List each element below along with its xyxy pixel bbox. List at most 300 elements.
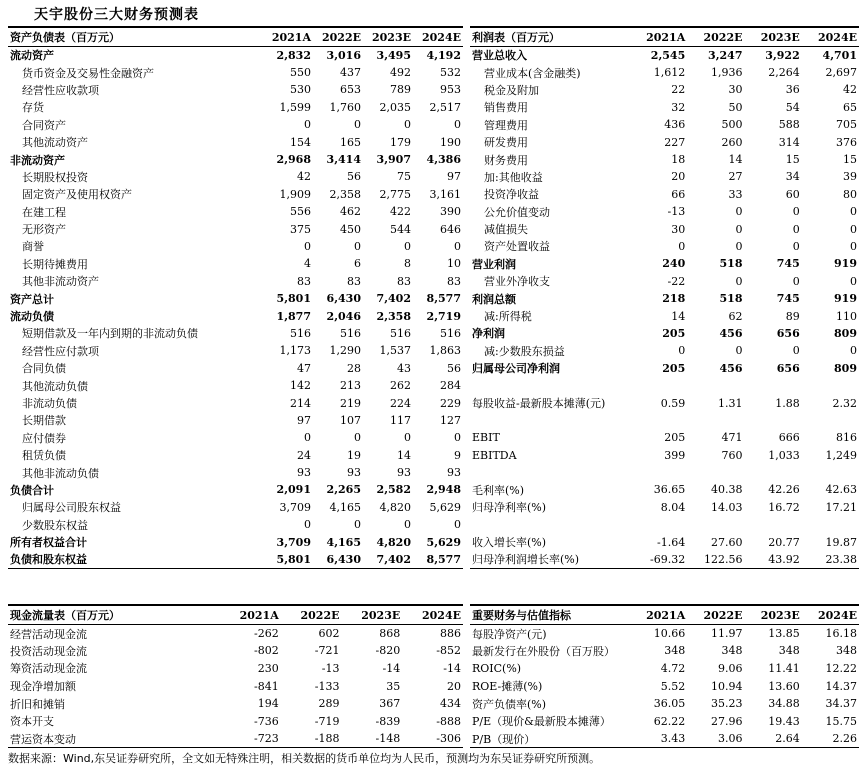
row-label: 财务费用 bbox=[484, 153, 528, 167]
table-row bbox=[470, 168, 859, 185]
cell-value: -721 bbox=[314, 644, 340, 658]
cell-value: 14.37 bbox=[825, 679, 857, 693]
cell-value: 50 bbox=[728, 100, 743, 114]
table-row bbox=[8, 412, 463, 429]
cell-value: 43 bbox=[397, 361, 411, 375]
cell-value: 40.38 bbox=[711, 483, 743, 497]
cell-value: 107 bbox=[340, 413, 361, 427]
table-row bbox=[8, 307, 463, 324]
table-row bbox=[8, 220, 463, 237]
cell-value bbox=[802, 464, 859, 481]
cell-value: 3,709 bbox=[279, 500, 311, 514]
cell-value: 532 bbox=[440, 66, 461, 80]
row-label: 其他非流动负债 bbox=[22, 466, 99, 480]
cell-value: 2,775 bbox=[379, 187, 411, 201]
cell-value: 8.04 bbox=[660, 500, 686, 514]
cell-value: 2.26 bbox=[832, 732, 857, 746]
cell-value: 179 bbox=[390, 135, 411, 149]
cell-value: 5,629 bbox=[429, 500, 461, 514]
cell-value: 8,577 bbox=[426, 552, 461, 566]
cell-value: 230 bbox=[257, 661, 279, 675]
cell-value: 0 bbox=[735, 205, 743, 219]
row-label: 长期待摊费用 bbox=[22, 257, 88, 271]
cell-value: 36.05 bbox=[653, 697, 686, 711]
cell-value bbox=[745, 516, 802, 533]
cell-value: 816 bbox=[836, 431, 857, 445]
table-row bbox=[470, 516, 859, 533]
cell-value: 47 bbox=[297, 361, 311, 375]
cell-value: 9 bbox=[454, 448, 461, 462]
cell-value: 0 bbox=[404, 239, 411, 253]
cell-value: 348 bbox=[664, 644, 686, 658]
cell-value: 36 bbox=[785, 83, 800, 97]
cell-value: 205 bbox=[664, 431, 686, 445]
table-row bbox=[470, 677, 859, 695]
cell-value: 43.92 bbox=[768, 552, 800, 566]
cell-value: 2,948 bbox=[426, 483, 461, 497]
cell-value: 0 bbox=[792, 239, 800, 253]
table-row bbox=[8, 695, 463, 713]
cell-value: 54 bbox=[785, 100, 800, 114]
cell-value: 2,358 bbox=[329, 187, 361, 201]
row-label: 商誉 bbox=[22, 240, 44, 254]
cell-value: 110 bbox=[836, 309, 857, 323]
cell-value: 194 bbox=[257, 697, 279, 711]
cell-value: 3,414 bbox=[326, 153, 361, 167]
cell-value: 4,701 bbox=[822, 48, 857, 62]
table-header-row bbox=[470, 605, 859, 625]
table-row bbox=[470, 533, 859, 550]
cell-value: 14 bbox=[397, 448, 411, 462]
cell-value: -852 bbox=[436, 644, 461, 658]
cell-value: 35 bbox=[386, 679, 401, 693]
table-row bbox=[8, 625, 463, 643]
table-header-row bbox=[470, 27, 859, 47]
cell-value: 0 bbox=[850, 344, 857, 358]
row-label: EBITDA bbox=[472, 448, 517, 462]
row-label: 减:少数股东损益 bbox=[484, 344, 565, 358]
table-row bbox=[470, 446, 859, 463]
cell-value: 62.22 bbox=[653, 714, 686, 728]
table-row bbox=[8, 533, 463, 550]
cell-value: -13 bbox=[321, 661, 340, 675]
cell-value: 219 bbox=[340, 396, 361, 410]
cell-value bbox=[745, 377, 802, 394]
table-row bbox=[8, 551, 463, 568]
cell-value: 7,402 bbox=[376, 292, 411, 306]
row-label: 减值损失 bbox=[484, 223, 528, 237]
row-label: ROE-摊薄(%) bbox=[472, 680, 543, 694]
cell-value: 27.96 bbox=[711, 714, 743, 728]
cell-value: 516 bbox=[340, 326, 361, 340]
cell-value: 20.77 bbox=[768, 535, 800, 549]
cell-value: 0 bbox=[454, 518, 461, 532]
cell-value: 0 bbox=[735, 344, 743, 358]
table-row bbox=[470, 499, 859, 516]
cell-value: -888 bbox=[436, 714, 461, 728]
cell-value: 18 bbox=[671, 153, 686, 167]
cell-value: 1,033 bbox=[768, 448, 800, 462]
table-row bbox=[8, 642, 463, 660]
cell-value: 0 bbox=[354, 239, 361, 253]
cell-value: 1,936 bbox=[711, 66, 743, 80]
cell-value: 1,249 bbox=[825, 448, 857, 462]
cell-value: 2,832 bbox=[276, 48, 311, 62]
table-row bbox=[470, 730, 859, 748]
row-label: 净利润 bbox=[472, 327, 505, 341]
year-header: 2023E bbox=[361, 608, 401, 622]
cell-value: 2,719 bbox=[426, 309, 461, 323]
cell-value: 5,629 bbox=[426, 535, 461, 549]
table-row bbox=[470, 64, 859, 81]
cell-value: 0 bbox=[792, 222, 800, 236]
row-label: 归母净利率(%) bbox=[472, 501, 547, 515]
cell-value: 1.88 bbox=[775, 396, 800, 410]
cell-value: 0 bbox=[354, 518, 361, 532]
cell-value: 886 bbox=[440, 627, 461, 641]
cell-value: 262 bbox=[390, 379, 411, 393]
year-header: 2023E bbox=[760, 30, 800, 44]
cell-value: 97 bbox=[447, 170, 461, 184]
cell-value: 666 bbox=[778, 431, 800, 445]
cell-value: 0 bbox=[454, 118, 461, 132]
cell-value: 4,165 bbox=[329, 500, 361, 514]
cell-value: -262 bbox=[254, 627, 279, 641]
cell-value: 390 bbox=[440, 205, 461, 219]
cell-value: 656 bbox=[776, 361, 800, 375]
cell-value: 34 bbox=[785, 170, 800, 184]
cell-value bbox=[687, 516, 744, 533]
key-metrics-table bbox=[470, 604, 859, 748]
cell-value: 205 bbox=[662, 361, 686, 375]
cell-value: 2,358 bbox=[376, 309, 411, 323]
cell-value: -69.32 bbox=[650, 552, 686, 566]
cell-value: 919 bbox=[834, 292, 857, 306]
cell-value: 19.87 bbox=[825, 535, 857, 549]
year-header: 2021A bbox=[239, 608, 279, 622]
cell-value: 83 bbox=[397, 274, 411, 288]
cell-value: 1.31 bbox=[718, 396, 743, 410]
cell-value: 65 bbox=[843, 100, 857, 114]
cell-value: 154 bbox=[290, 135, 311, 149]
cell-value: 13.60 bbox=[768, 679, 800, 693]
table-row bbox=[470, 642, 859, 660]
cell-value: 75 bbox=[397, 170, 411, 184]
row-label: 非流动资产 bbox=[10, 153, 65, 167]
row-label: 无形资产 bbox=[22, 223, 66, 237]
table-row bbox=[8, 677, 463, 695]
row-label: 长期股权投资 bbox=[22, 170, 88, 184]
cell-value: 165 bbox=[340, 135, 361, 149]
cell-value: 27.60 bbox=[711, 535, 743, 549]
row-label: 折旧和摊销 bbox=[10, 697, 65, 711]
row-label: 长期借款 bbox=[22, 414, 66, 428]
cell-value: -820 bbox=[375, 644, 401, 658]
cell-value: 919 bbox=[834, 257, 857, 271]
row-label: 流动资产 bbox=[10, 49, 54, 63]
row-label: 负债和股东权益 bbox=[10, 553, 87, 567]
cell-value: 0 bbox=[850, 205, 857, 219]
cell-value: 0 bbox=[850, 239, 857, 253]
cell-value bbox=[802, 377, 859, 394]
cell-value: 34.37 bbox=[825, 697, 857, 711]
table-title: 现金流量表（百万元） bbox=[10, 609, 120, 622]
row-label: 减:所得税 bbox=[484, 310, 532, 324]
table-row bbox=[8, 360, 463, 377]
table-row bbox=[470, 290, 859, 307]
table-row bbox=[8, 47, 463, 64]
cell-value: 42.63 bbox=[825, 483, 857, 497]
cell-value: -736 bbox=[254, 714, 279, 728]
cell-value: 492 bbox=[390, 66, 411, 80]
cell-value: 2,035 bbox=[379, 100, 411, 114]
year-header: 2024E bbox=[818, 30, 857, 44]
cell-value: 11.41 bbox=[768, 661, 800, 675]
row-label: 少数股东权益 bbox=[22, 518, 88, 532]
cell-value: 34.88 bbox=[768, 697, 800, 711]
cell-value: -723 bbox=[254, 732, 279, 746]
cell-value: 0 bbox=[792, 205, 800, 219]
cell-value: 30 bbox=[671, 222, 686, 236]
cell-value: 375 bbox=[290, 222, 311, 236]
cell-value: 12.22 bbox=[825, 661, 857, 675]
cell-value: 3,247 bbox=[708, 48, 743, 62]
cell-value: 0 bbox=[735, 274, 743, 288]
cell-value: 1,863 bbox=[429, 344, 461, 358]
cell-value: 2.32 bbox=[832, 396, 857, 410]
row-label: P/B（现价） bbox=[472, 732, 536, 746]
cell-value: 462 bbox=[340, 205, 361, 219]
table-row bbox=[8, 186, 463, 203]
table-row bbox=[470, 712, 859, 730]
row-label: 研发费用 bbox=[484, 136, 528, 150]
cell-value: 205 bbox=[662, 326, 686, 340]
cell-value: 1,760 bbox=[329, 100, 361, 114]
row-label: 存货 bbox=[22, 101, 44, 115]
cell-value bbox=[630, 464, 687, 481]
cell-value: 3.43 bbox=[660, 732, 686, 746]
cell-value: -148 bbox=[375, 732, 401, 746]
year-header: 2022E bbox=[322, 30, 361, 44]
cell-value: 653 bbox=[340, 83, 361, 97]
cell-value: 260 bbox=[721, 135, 743, 149]
table-row bbox=[470, 133, 859, 150]
cell-value: 240 bbox=[662, 257, 686, 271]
table-header-row bbox=[8, 605, 463, 625]
row-label: EBIT bbox=[472, 431, 500, 445]
cell-value: 2,697 bbox=[825, 66, 857, 80]
table-row bbox=[8, 273, 463, 290]
table-row bbox=[8, 464, 463, 481]
cell-value: 1,290 bbox=[329, 344, 361, 358]
cell-value bbox=[745, 464, 802, 481]
cell-value: 15 bbox=[843, 153, 857, 167]
cell-value: 2,265 bbox=[326, 483, 361, 497]
cell-value: 10 bbox=[447, 257, 461, 271]
cell-value: 142 bbox=[290, 379, 311, 393]
cell-value: 500 bbox=[721, 118, 743, 132]
year-header: 2024E bbox=[422, 608, 461, 622]
cell-value: 0 bbox=[354, 431, 361, 445]
cell-value: 4 bbox=[304, 257, 311, 271]
cell-value: 456 bbox=[719, 361, 743, 375]
cell-value: 10.66 bbox=[653, 627, 686, 641]
table-row bbox=[470, 481, 859, 498]
table-row bbox=[8, 81, 463, 98]
source-footnote: 数据来源：Wind,东吴证券研究所，全文如无特殊注明，相关数据的货币单位均为人民币，预测均为东吴证券研究所预测。 bbox=[8, 752, 601, 765]
cell-value: 27 bbox=[728, 170, 743, 184]
year-header: 2021A bbox=[271, 30, 311, 44]
cell-value: 6,430 bbox=[326, 552, 361, 566]
cell-value: 83 bbox=[347, 274, 361, 288]
row-label: 投资活动现金流 bbox=[10, 644, 87, 658]
cell-value: 705 bbox=[836, 118, 857, 132]
table-row bbox=[470, 625, 859, 643]
table-row bbox=[8, 290, 463, 307]
table-row bbox=[470, 81, 859, 98]
cell-value: 8 bbox=[404, 257, 411, 271]
cell-value: 9.06 bbox=[718, 661, 743, 675]
table-row bbox=[470, 220, 859, 237]
cell-value: 5.52 bbox=[660, 679, 686, 693]
cell-value bbox=[630, 412, 687, 429]
cell-value: 0 bbox=[678, 239, 686, 253]
cell-value: 39 bbox=[843, 170, 857, 184]
row-label: 最新发行在外股份（百万股） bbox=[472, 644, 615, 658]
cell-value: 0 bbox=[850, 222, 857, 236]
cell-value: 28 bbox=[347, 361, 361, 375]
cell-value: 0 bbox=[404, 518, 411, 532]
cell-value: 15 bbox=[785, 153, 800, 167]
table-row bbox=[470, 99, 859, 116]
cell-value: 0 bbox=[304, 118, 311, 132]
cell-value: 23.38 bbox=[825, 552, 857, 566]
row-label: 筹资活动现金流 bbox=[10, 662, 87, 676]
table-row bbox=[470, 412, 859, 429]
cell-value: 518 bbox=[719, 257, 743, 271]
cell-value: 56 bbox=[447, 361, 461, 375]
table-row bbox=[470, 238, 859, 255]
row-label bbox=[470, 412, 630, 429]
table-row bbox=[8, 325, 463, 342]
row-label: 营业利润 bbox=[472, 257, 516, 271]
cell-value: 4,165 bbox=[326, 535, 361, 549]
table-row bbox=[8, 446, 463, 463]
row-label: 租赁负债 bbox=[22, 449, 66, 463]
cell-value: 3,922 bbox=[765, 48, 800, 62]
table-row bbox=[470, 377, 859, 394]
cell-value: -188 bbox=[314, 732, 340, 746]
year-header: 2024E bbox=[422, 30, 461, 44]
cell-value bbox=[687, 464, 744, 481]
cell-value: 30 bbox=[728, 83, 743, 97]
cell-value: 2,582 bbox=[376, 483, 411, 497]
row-label bbox=[470, 377, 630, 394]
cell-value: 3,709 bbox=[276, 535, 311, 549]
cell-value: 745 bbox=[776, 257, 800, 271]
row-label: 流动负债 bbox=[10, 310, 54, 324]
row-label: 收入增长率(%) bbox=[472, 536, 547, 550]
table-row bbox=[470, 429, 859, 446]
table-title: 利润表（百万元） bbox=[472, 31, 560, 44]
cell-value: -306 bbox=[436, 732, 461, 746]
cell-value: 224 bbox=[390, 396, 411, 410]
cell-value: 437 bbox=[340, 66, 361, 80]
cell-value: 56 bbox=[347, 170, 361, 184]
cell-value: -14 bbox=[382, 661, 401, 675]
cell-value: 22 bbox=[671, 83, 686, 97]
cell-value: 4,192 bbox=[426, 48, 461, 62]
table-row bbox=[470, 47, 859, 64]
cash-flow-table bbox=[8, 604, 463, 748]
cell-value: 4,820 bbox=[376, 535, 411, 549]
report-title: 天宇股份三大财务预测表 bbox=[34, 7, 199, 23]
cell-value: 530 bbox=[290, 83, 311, 97]
table-row bbox=[8, 99, 463, 116]
cell-value: -133 bbox=[314, 679, 340, 693]
table-row bbox=[8, 499, 463, 516]
row-label: 非流动负债 bbox=[22, 397, 77, 410]
cell-value bbox=[630, 516, 687, 533]
cell-value: -719 bbox=[314, 714, 340, 728]
year-header: 2024E bbox=[818, 608, 857, 622]
cell-value: 5,801 bbox=[276, 552, 311, 566]
row-label: 每股收益-最新股本摊薄(元) bbox=[472, 397, 606, 410]
row-label: 公允价值变动 bbox=[484, 205, 550, 219]
cell-value: 11.97 bbox=[711, 627, 743, 641]
cell-value: -839 bbox=[375, 714, 401, 728]
table-row bbox=[470, 695, 859, 713]
cell-value: -802 bbox=[254, 644, 279, 658]
cell-value: 348 bbox=[836, 644, 857, 658]
cell-value: 213 bbox=[340, 379, 361, 393]
table-row bbox=[8, 133, 463, 150]
cell-value: 33 bbox=[728, 187, 743, 201]
cell-value: 0 bbox=[735, 239, 743, 253]
table-row bbox=[470, 394, 859, 411]
cell-value: 16.72 bbox=[768, 500, 800, 514]
cell-value: -14 bbox=[443, 661, 461, 675]
cell-value: 450 bbox=[340, 222, 361, 236]
cell-value: 289 bbox=[318, 697, 340, 711]
cell-value: 1,612 bbox=[653, 66, 686, 80]
cell-value: 516 bbox=[390, 326, 411, 340]
cell-value: 2,264 bbox=[768, 66, 800, 80]
table-row bbox=[8, 238, 463, 255]
cell-value: 1,173 bbox=[279, 344, 311, 358]
row-label: 应付债券 bbox=[22, 431, 66, 445]
cell-value: 789 bbox=[390, 83, 411, 97]
cell-value: 3,907 bbox=[376, 153, 411, 167]
table-row bbox=[8, 429, 463, 446]
row-label: 其他流动负债 bbox=[22, 379, 88, 393]
cell-value: 93 bbox=[397, 466, 411, 480]
cell-value: 42 bbox=[297, 170, 311, 184]
cell-value: -841 bbox=[254, 679, 279, 693]
row-label: 利润总额 bbox=[472, 292, 516, 306]
cell-value: 550 bbox=[290, 66, 311, 80]
cell-value: 6 bbox=[354, 257, 361, 271]
cell-value: 8,577 bbox=[426, 292, 461, 306]
row-label: 固定资产及使用权资产 bbox=[22, 188, 132, 202]
cell-value: 42.26 bbox=[768, 483, 800, 497]
cell-value bbox=[687, 412, 744, 429]
row-label: 负债合计 bbox=[10, 483, 54, 497]
row-label: 短期借款及一年内到期的非流动负债 bbox=[22, 327, 198, 341]
cell-value: 93 bbox=[297, 466, 311, 480]
cell-value: 89 bbox=[785, 309, 800, 323]
row-label: 在建工程 bbox=[22, 205, 66, 219]
